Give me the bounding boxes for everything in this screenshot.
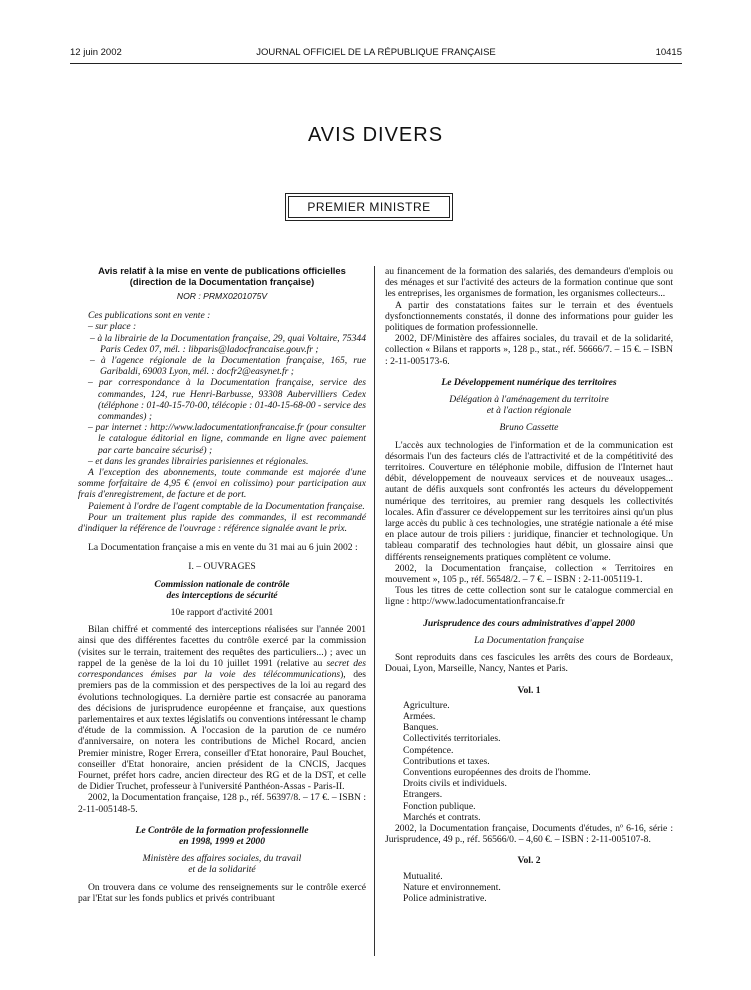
dnt-author: Bruno Cassette bbox=[499, 422, 559, 434]
right-column bbox=[385, 266, 673, 904]
dnt-catalogue: Tous les titres de cette collection sont sur le catalogue commercial en ligne : http://www.ladocumentationfrancaise.fr bbox=[385, 585, 673, 608]
dnt-reference: 2002, la Documentation française, collection « Territoires en mouvement », 105 p., réf. 56548/2. – 7 €. – ISBN : 2-11-005119-1. bbox=[385, 562, 673, 586]
cfp-partir: A partir des constatations faites sur le terrain et des éventuels dysfonctionnements constatés, il donne des informations pour guider les politiques de formation professionnelle. bbox=[385, 299, 673, 334]
cnci-title-line-2: des interceptions de sécurité bbox=[166, 589, 278, 601]
list-item: Contributions et taxes. bbox=[403, 755, 490, 767]
column-divider bbox=[374, 266, 375, 956]
para-traitement: Pour un traitement plus rapide des commandes, il est recommandé d'indiquer la référence de l'ouvrage : référence signalée avant le prix. bbox=[78, 511, 366, 535]
list-item: Mutualité. bbox=[403, 870, 443, 882]
list-item: Agriculture. bbox=[403, 699, 450, 711]
cfp-subtitle-line-1: Ministère des affaires sociales, du travail bbox=[142, 853, 302, 865]
avis-title-line-2: (direction de la Documentation française) bbox=[129, 275, 315, 287]
vol1-list bbox=[385, 700, 673, 823]
para-paiement: Paiement à l'ordre de l'agent comptable de la Documentation française. bbox=[88, 500, 365, 512]
dnt-body: L'accès aux technologies de l'information et de la communication est désormais l'un des facteurs clés de l'attractivité et de la compétitivité des territoires. Couverture en téléphonie mobile, diffusion de l'Internet haut débit, développement de nouveaux services et de nouveaux usages... autant de défis auxquels sont confrontés les acteurs du développement numérique des territoires, au premier rang desquels les collectivités locales. Afin d'assurer ce développement sur les territoires ainsi qu'un plus large accès du public à ces technologies, une stratégie nationale a été mise en place autour de trois piliers : juridique, financier et technologique. Un tableau comparatif des technologies haut débit, un glossaire ainsi que différents renseignements pratiques complètent ce volume. bbox=[385, 439, 673, 563]
list-item: Conventions européennes des droits de l'homme. bbox=[403, 766, 591, 778]
cfp-body-continued: au financement de la formation des salariés, des demandeurs d'emplois ou des ménages et sur l'activité des acteurs de la formation continue que sont les entreprises, les organismes de formation, les organismes collecteurs... bbox=[385, 266, 673, 300]
cfp-subtitle-line-2: et de la solidarité bbox=[188, 864, 256, 876]
cnci-title-line-1: Commission nationale de contrôle bbox=[154, 578, 290, 590]
cnci-reference: 2002, la Documentation française, 128 p., réf. 56397/8. – 17 €. – ISBN : 2-11-005148-5. bbox=[78, 792, 366, 815]
vol1-heading: Vol. 1 bbox=[517, 684, 541, 696]
para-correspondance: – par correspondance à la Documentation française, service des commandes, 124, rue Henri-Barbusse, 93308 Aubervilliers Cedex (téléphone : 01-40-15-70-00, télécopie : 01-40-15-68-00 - service des commandes) ; bbox=[88, 377, 366, 423]
nor-reference: NOR : PRMX0201075V bbox=[176, 291, 268, 301]
jca-body: Sont reproduits dans ces fascicules les arrêts des cours de Bordeaux, Douai, Lyon, Marseille, Nancy, Nantes et Paris. bbox=[385, 652, 673, 675]
header-journal-title: JOURNAL OFFICIEL DE LA RÉPUBLIQUE FRANÇAISE bbox=[256, 47, 496, 58]
left-column bbox=[78, 266, 366, 904]
avis-title-line-1: Avis relatif à la mise en vente de publications officielles bbox=[98, 265, 346, 276]
para-librairie: – à la librairie de la Documentation française, 29, quai Voltaire, 75344 Paris Cedex 07, mél. : libparis@ladocfrancaise.gouv.fr ; bbox=[90, 332, 366, 355]
vol2-heading: Vol. 2 bbox=[517, 855, 541, 867]
cnci-body-part-2: ), des premiers pas de la commission et des perspectives de la loi au regard des évolutions technologiques. La dernière partie est consacrée au panorama des décisions de jurisprudence européenne et française, aux questions parlementaires et aux textes législatifs ou conventions intéressant le champ d'étude de la commission. A l'occasion de la parution de ce numéro d'anniversaire, on notera les contributions de Michel Rocard, ancien Premier ministre, Roger Errera, conseiller d'Etat honoraire, Paul Bouchet, conseiller d'Etat honoraire, ancien président de la CNCIS, Jacques Fournet, préfet hors cadre, ancien directeur des RG et de la DST, et celle de Didier Truchet, professeur à l'université Panthéon-Assas - Paris-II. bbox=[78, 669, 366, 793]
list-item: Banques. bbox=[403, 722, 439, 734]
para-sur-place: – sur place : bbox=[88, 321, 137, 333]
list-item: Marchés et contrats. bbox=[403, 811, 481, 823]
cfp-title-line-1: Le Contrôle de la formation professionnelle bbox=[135, 824, 309, 836]
para-exception: A l'exception des abonnements, toute commande est majorée d'une somme forfaitaire de 4,95 € (envoi en colissimo) pour participation aux frais d'enregistrement, de facture et de port. bbox=[78, 467, 366, 501]
cfp-body: On trouvera dans ce volume des renseignements sur le contrôle exercé par l'Etat sur les fonds publics et privés contribuant bbox=[78, 881, 366, 904]
running-header bbox=[70, 47, 682, 61]
list-item: Police administrative. bbox=[403, 892, 487, 904]
para-mise-en-vente: La Documentation française a mis en vente du 31 mai au 6 juin 2002 : bbox=[88, 542, 358, 554]
ouvrages-heading: I. – OUVRAGES bbox=[188, 561, 256, 573]
cnci-body-italic: secret des correspondances émises par la voie des télécommunications bbox=[78, 657, 366, 681]
header-date: 12 juin 2002 bbox=[70, 47, 122, 58]
dnt-subtitle-line-1: Délégation à l'aménagement du territoire bbox=[449, 394, 609, 406]
jca-subtitle: La Documentation française bbox=[474, 634, 584, 646]
vol2-list bbox=[385, 871, 673, 905]
dnt-subtitle-line-2: et à l'action régionale bbox=[486, 405, 572, 417]
header-page-number: 10415 bbox=[655, 47, 682, 58]
dnt-title: Le Développement numérique des territoires bbox=[441, 376, 617, 388]
cnci-body-part-1: Bilan chiffré et commenté des interceptions réalisées sur l'année 2001 ainsi que des différentes facettes du contrôle exercé par la commission (visites sur le terrain, traitement des requêtes des particuliers...) ; avec un rappel de la genèse de la loi du 10 juillet 1991 (relative au bbox=[78, 624, 366, 669]
list-item: Armées. bbox=[403, 710, 436, 722]
list-item: Nature et environnement. bbox=[403, 881, 501, 893]
para-librairies: – et dans les grandes librairies parisiennes et régionales. bbox=[88, 455, 309, 467]
cfp-reference: 2002, DF/Ministère des affaires sociales, du travail et de la solidarité, collection « Bilans et rapports », 128 p., stat., réf. 56666/7. – 15 €. – ISBN : 2-11-005173-6. bbox=[385, 333, 673, 367]
list-item: Fonction publique. bbox=[403, 800, 476, 812]
cfp-title-line-2: en 1998, 1999 et 2000 bbox=[178, 835, 266, 847]
list-item: Collectivités territoriales. bbox=[403, 733, 501, 745]
section-title: AVIS DIVERS bbox=[307, 124, 444, 146]
cnci-body bbox=[78, 624, 366, 792]
list-item: Droits civils et individuels. bbox=[403, 778, 507, 790]
cnci-subtitle: 10e rapport d'activité 2001 bbox=[170, 607, 274, 619]
vol1-reference: 2002, la Documentation française, Documents d'études, nº 6-16, série : Jurisprudence, 49 p., réf. 56566/0. – 4,60 €. – ISBN : 2-11-005107-8. bbox=[385, 822, 673, 846]
list-item: Compétence. bbox=[403, 744, 454, 756]
para-internet: – par internet : http://www.ladocumentationfrancaise.fr (pour consulter le catalogue éditorial en ligne, commande en ligne avec paiement par carte bancaire sécurisé) ; bbox=[88, 422, 366, 456]
header-rule bbox=[70, 63, 682, 64]
para-vente: Ces publications sont en vente : bbox=[88, 310, 211, 322]
ministry-box-label: PREMIER MINISTRE bbox=[288, 196, 450, 218]
list-item: Etrangers. bbox=[403, 789, 443, 801]
jca-title: Jurisprudence des cours administratives d'appel 2000 bbox=[423, 617, 635, 629]
para-agence: – à l'agence régionale de la Documentation française, 165, rue Garibaldi, 69003 Lyon, mél. : docfr2@easynet.fr ; bbox=[90, 355, 366, 378]
ministry-box bbox=[285, 193, 453, 221]
